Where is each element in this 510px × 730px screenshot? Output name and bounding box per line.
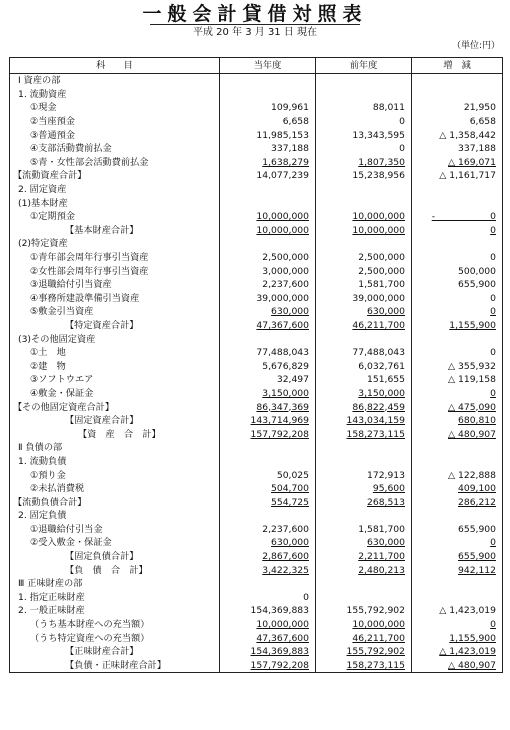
header-account: 科 目: [10, 58, 220, 74]
previous-year-cell: [316, 455, 412, 469]
previous-year-cell: 3,150,000: [316, 387, 412, 401]
change-cell: 680,810: [412, 414, 503, 428]
previous-year-cell: [316, 509, 412, 523]
account-cell: ②当座預金: [10, 115, 220, 129]
current-year-cell: 157,792,208: [220, 659, 316, 673]
current-year-cell: [220, 455, 316, 469]
table-row: [10, 142, 503, 156]
current-year-cell: 0: [220, 591, 316, 605]
table-row: [10, 400, 503, 414]
previous-year-cell: 46,211,700: [316, 319, 412, 333]
account-cell: 2. 固定資産: [10, 183, 220, 197]
account-cell: ②受入敷金・保証金: [10, 536, 220, 550]
current-year-cell: 109,961: [220, 101, 316, 115]
table-row: [10, 659, 503, 673]
current-year-cell: [220, 196, 316, 210]
current-year-cell: 154,369,883: [220, 645, 316, 659]
previous-year-cell: 1,807,350: [316, 156, 412, 170]
table-row: [10, 645, 503, 659]
previous-year-cell: 630,000: [316, 305, 412, 319]
previous-year-cell: 172,913: [316, 468, 412, 482]
account-cell: ①青年部会周年行事引当資産: [10, 251, 220, 265]
change-cell: [412, 455, 503, 469]
account-cell: 【資 産 合 計】: [10, 427, 220, 441]
account-cell: Ⅰ 資産の部: [10, 74, 220, 88]
table-row: [10, 618, 503, 632]
current-year-cell: [220, 74, 316, 88]
change-cell: [412, 332, 503, 346]
table-row: [10, 563, 503, 577]
change-cell: 6,658: [412, 115, 503, 129]
change-cell: 409,100: [412, 482, 503, 496]
change-cell: [412, 577, 503, 591]
change-cell: 0: [412, 224, 503, 238]
change-cell: [412, 196, 503, 210]
previous-year-cell: [316, 577, 412, 591]
previous-year-cell: 155,792,902: [316, 604, 412, 618]
account-cell: ①預り金: [10, 468, 220, 482]
current-year-cell: 630,000: [220, 536, 316, 550]
change-cell: △ 119,158: [412, 373, 503, 387]
table-row: [10, 224, 503, 238]
previous-year-cell: 630,000: [316, 536, 412, 550]
table-row: [10, 455, 503, 469]
current-year-cell: [220, 183, 316, 197]
current-year-cell: 337,188: [220, 142, 316, 156]
account-cell: ②未払消費税: [10, 482, 220, 496]
previous-year-cell: 77,488,043: [316, 346, 412, 360]
current-year-cell: 47,367,600: [220, 319, 316, 333]
account-cell: ⑤敷金引当資産: [10, 305, 220, 319]
table-row: [10, 169, 503, 183]
current-year-cell: 6,658: [220, 115, 316, 129]
account-cell: 【固定負債合計】: [10, 550, 220, 564]
current-year-cell: 143,714,969: [220, 414, 316, 428]
current-year-cell: [220, 577, 316, 591]
change-cell: △ 1,358,442: [412, 128, 503, 142]
account-cell: Ⅱ 負債の部: [10, 441, 220, 455]
change-cell: 942,112: [412, 563, 503, 577]
previous-year-cell: [316, 591, 412, 605]
account-cell: Ⅲ 正味財産の部: [10, 577, 220, 591]
previous-year-cell: 95,600: [316, 482, 412, 496]
current-year-cell: 11,985,153: [220, 128, 316, 142]
current-year-cell: 32,497: [220, 373, 316, 387]
change-cell: 0: [412, 618, 503, 632]
change-cell: △ 355,932: [412, 359, 503, 373]
table-header-row: [10, 58, 503, 74]
account-cell: 【基本財産合計】: [10, 224, 220, 238]
account-cell: ②建 物: [10, 359, 220, 373]
change-cell: [412, 509, 503, 523]
current-year-cell: [220, 332, 316, 346]
previous-year-cell: 0: [316, 115, 412, 129]
change-cell: △ 480,907: [412, 659, 503, 673]
change-cell: [412, 74, 503, 88]
table-row: [10, 577, 503, 591]
change-cell: 1,155,900: [412, 631, 503, 645]
previous-year-cell: 10,000,000: [316, 210, 412, 224]
previous-year-cell: 0: [316, 142, 412, 156]
table-row: [10, 414, 503, 428]
previous-year-cell: 88,011: [316, 101, 412, 115]
current-year-cell: 2,237,600: [220, 523, 316, 537]
account-cell: ①定期預金: [10, 210, 220, 224]
change-cell: 0: [412, 292, 503, 306]
change-cell: 1,155,900: [412, 319, 503, 333]
previous-year-cell: 155,792,902: [316, 645, 412, 659]
table-row: [10, 373, 503, 387]
change-cell: △ 1,423,019: [412, 604, 503, 618]
header-change: 増 減: [412, 58, 503, 74]
account-cell: ⑤青・女性部会活動費前払金: [10, 156, 220, 170]
previous-year-cell: 151,655: [316, 373, 412, 387]
account-cell: 【その他固定資産合計】: [10, 400, 220, 414]
table-row: [10, 359, 503, 373]
account-cell: 【負債・正味財産合計】: [10, 659, 220, 673]
change-cell: 0: [412, 536, 503, 550]
table-row: [10, 509, 503, 523]
account-cell: 【正味財産合計】: [10, 645, 220, 659]
previous-year-cell: 2,480,213: [316, 563, 412, 577]
table-row: [10, 74, 503, 88]
table-row: [10, 196, 503, 210]
current-year-cell: 77,488,043: [220, 346, 316, 360]
account-cell: (3)その他固定資産: [10, 332, 220, 346]
table-row: [10, 550, 503, 564]
table-row: [10, 278, 503, 292]
change-cell: [412, 88, 503, 102]
change-cell: △ 169,071: [412, 156, 503, 170]
change-cell: 655,900: [412, 278, 503, 292]
change-cell: [412, 237, 503, 251]
account-cell: 1. 流動負債: [10, 455, 220, 469]
account-cell: 1. 指定正味財産: [10, 591, 220, 605]
table-body: [10, 74, 503, 673]
previous-year-cell: 143,034,159: [316, 414, 412, 428]
current-year-cell: [220, 441, 316, 455]
account-cell: ②女性部会周年行事引当資産: [10, 264, 220, 278]
previous-year-cell: 2,500,000: [316, 251, 412, 265]
change-cell: 21,950: [412, 101, 503, 115]
account-cell: ①土 地: [10, 346, 220, 360]
current-year-cell: 157,792,208: [220, 427, 316, 441]
current-year-cell: 1,638,279: [220, 156, 316, 170]
account-cell: 【固定資産合計】: [10, 414, 220, 428]
table-row: [10, 292, 503, 306]
account-cell: 【流動負債合計】: [10, 495, 220, 509]
current-year-cell: 2,500,000: [220, 251, 316, 265]
table-row: [10, 183, 503, 197]
previous-year-cell: 158,273,115: [316, 659, 412, 673]
change-cell: 337,188: [412, 142, 503, 156]
account-cell: ③ソフトウエア: [10, 373, 220, 387]
header-current-year: 当年度: [220, 58, 316, 74]
account-cell: ①退職給付引当金: [10, 523, 220, 537]
account-cell: 2. 一般正味財産: [10, 604, 220, 618]
table-row: [10, 523, 503, 537]
current-year-cell: 2,867,600: [220, 550, 316, 564]
table-row: [10, 128, 503, 142]
account-cell: （うち特定資産への充当額）: [10, 631, 220, 645]
change-cell: 0: [412, 346, 503, 360]
previous-year-cell: 86,822,459: [316, 400, 412, 414]
account-cell: (2)特定資産: [10, 237, 220, 251]
current-year-cell: [220, 88, 316, 102]
table-row: [10, 536, 503, 550]
table-row: [10, 631, 503, 645]
account-cell: 2. 固定負債: [10, 509, 220, 523]
table-row: [10, 387, 503, 401]
table-row: [10, 101, 503, 115]
change-cell: △ 480,907: [412, 427, 503, 441]
title-underline: [150, 24, 360, 25]
previous-year-cell: 2,211,700: [316, 550, 412, 564]
current-year-cell: 3,000,000: [220, 264, 316, 278]
current-year-cell: 47,367,600: [220, 631, 316, 645]
current-year-cell: 154,369,883: [220, 604, 316, 618]
account-cell: ④事務所建設準備引当資産: [10, 292, 220, 306]
previous-year-cell: [316, 74, 412, 88]
change-cell: [412, 183, 503, 197]
table-row: [10, 441, 503, 455]
previous-year-cell: [316, 88, 412, 102]
current-year-cell: 2,237,600: [220, 278, 316, 292]
table-row: [10, 156, 503, 170]
account-cell: 【流動資産合計】: [10, 169, 220, 183]
table-row: [10, 264, 503, 278]
table-row: [10, 305, 503, 319]
change-cell: △ 1,423,019: [412, 645, 503, 659]
table-row: [10, 591, 503, 605]
current-year-cell: 50,025: [220, 468, 316, 482]
current-year-cell: 630,000: [220, 305, 316, 319]
current-year-cell: 86,347,369: [220, 400, 316, 414]
current-year-cell: 39,000,000: [220, 292, 316, 306]
table-row: [10, 237, 503, 251]
document-date: 平成 20 年 3 月 31 日 現在: [192, 27, 318, 38]
account-cell: ③普通預金: [10, 128, 220, 142]
table-row: [10, 468, 503, 482]
previous-year-cell: [316, 196, 412, 210]
current-year-cell: 504,700: [220, 482, 316, 496]
previous-year-cell: [316, 183, 412, 197]
previous-year-cell: 10,000,000: [316, 224, 412, 238]
change-cell: [412, 591, 503, 605]
previous-year-cell: 15,238,956: [316, 169, 412, 183]
current-year-cell: 10,000,000: [220, 224, 316, 238]
account-cell: ①現金: [10, 101, 220, 115]
table-row: [10, 482, 503, 496]
unit-label: （単位:円）: [451, 41, 500, 51]
previous-year-cell: 39,000,000: [316, 292, 412, 306]
change-cell: [412, 441, 503, 455]
account-cell: (1)基本財産: [10, 196, 220, 210]
table-row: [10, 210, 503, 224]
current-year-cell: [220, 509, 316, 523]
change-cell: 286,212: [412, 495, 503, 509]
previous-year-cell: 10,000,000: [316, 618, 412, 632]
current-year-cell: 554,725: [220, 495, 316, 509]
document-title: 一般会計貸借対照表: [142, 3, 368, 25]
account-cell: 1. 流動資産: [10, 88, 220, 102]
previous-year-cell: 6,032,761: [316, 359, 412, 373]
previous-year-cell: 158,273,115: [316, 427, 412, 441]
change-cell: △ 122,888: [412, 468, 503, 482]
table-row: [10, 88, 503, 102]
change-cell: 0: [412, 387, 503, 401]
previous-year-cell: [316, 332, 412, 346]
previous-year-cell: 2,500,000: [316, 264, 412, 278]
table-row: [10, 604, 503, 618]
table-row: [10, 346, 503, 360]
change-cell: △ 475,090: [412, 400, 503, 414]
account-cell: 【負 債 合 計】: [10, 563, 220, 577]
change-cell: - 0: [412, 210, 503, 224]
table-row: [10, 115, 503, 129]
previous-year-cell: [316, 441, 412, 455]
change-cell: △ 1,161,717: [412, 169, 503, 183]
table-row: [10, 319, 503, 333]
account-cell: ③退職給付引当資産: [10, 278, 220, 292]
previous-year-cell: 1,581,700: [316, 523, 412, 537]
previous-year-cell: 1,581,700: [316, 278, 412, 292]
previous-year-cell: [316, 237, 412, 251]
current-year-cell: 10,000,000: [220, 210, 316, 224]
table-row: [10, 251, 503, 265]
previous-year-cell: 13,343,595: [316, 128, 412, 142]
account-cell: ④支部活動費前払金: [10, 142, 220, 156]
current-year-cell: 5,676,829: [220, 359, 316, 373]
header-previous-year: 前年度: [316, 58, 412, 74]
table-row: [10, 332, 503, 346]
table-row: [10, 427, 503, 441]
change-cell: 500,000: [412, 264, 503, 278]
previous-year-cell: 46,211,700: [316, 631, 412, 645]
balance-sheet-table: [9, 57, 503, 673]
previous-year-cell: 268,513: [316, 495, 412, 509]
account-cell: ④敷金・保証金: [10, 387, 220, 401]
current-year-cell: 3,150,000: [220, 387, 316, 401]
change-cell: 655,900: [412, 550, 503, 564]
table-row: [10, 495, 503, 509]
account-cell: 【特定資産合計】: [10, 319, 220, 333]
current-year-cell: 14,077,239: [220, 169, 316, 183]
change-cell: 0: [412, 305, 503, 319]
account-cell: （うち基本財産への充当額）: [10, 618, 220, 632]
change-cell: 655,900: [412, 523, 503, 537]
current-year-cell: 10,000,000: [220, 618, 316, 632]
change-cell: 0: [412, 251, 503, 265]
current-year-cell: [220, 237, 316, 251]
current-year-cell: 3,422,325: [220, 563, 316, 577]
